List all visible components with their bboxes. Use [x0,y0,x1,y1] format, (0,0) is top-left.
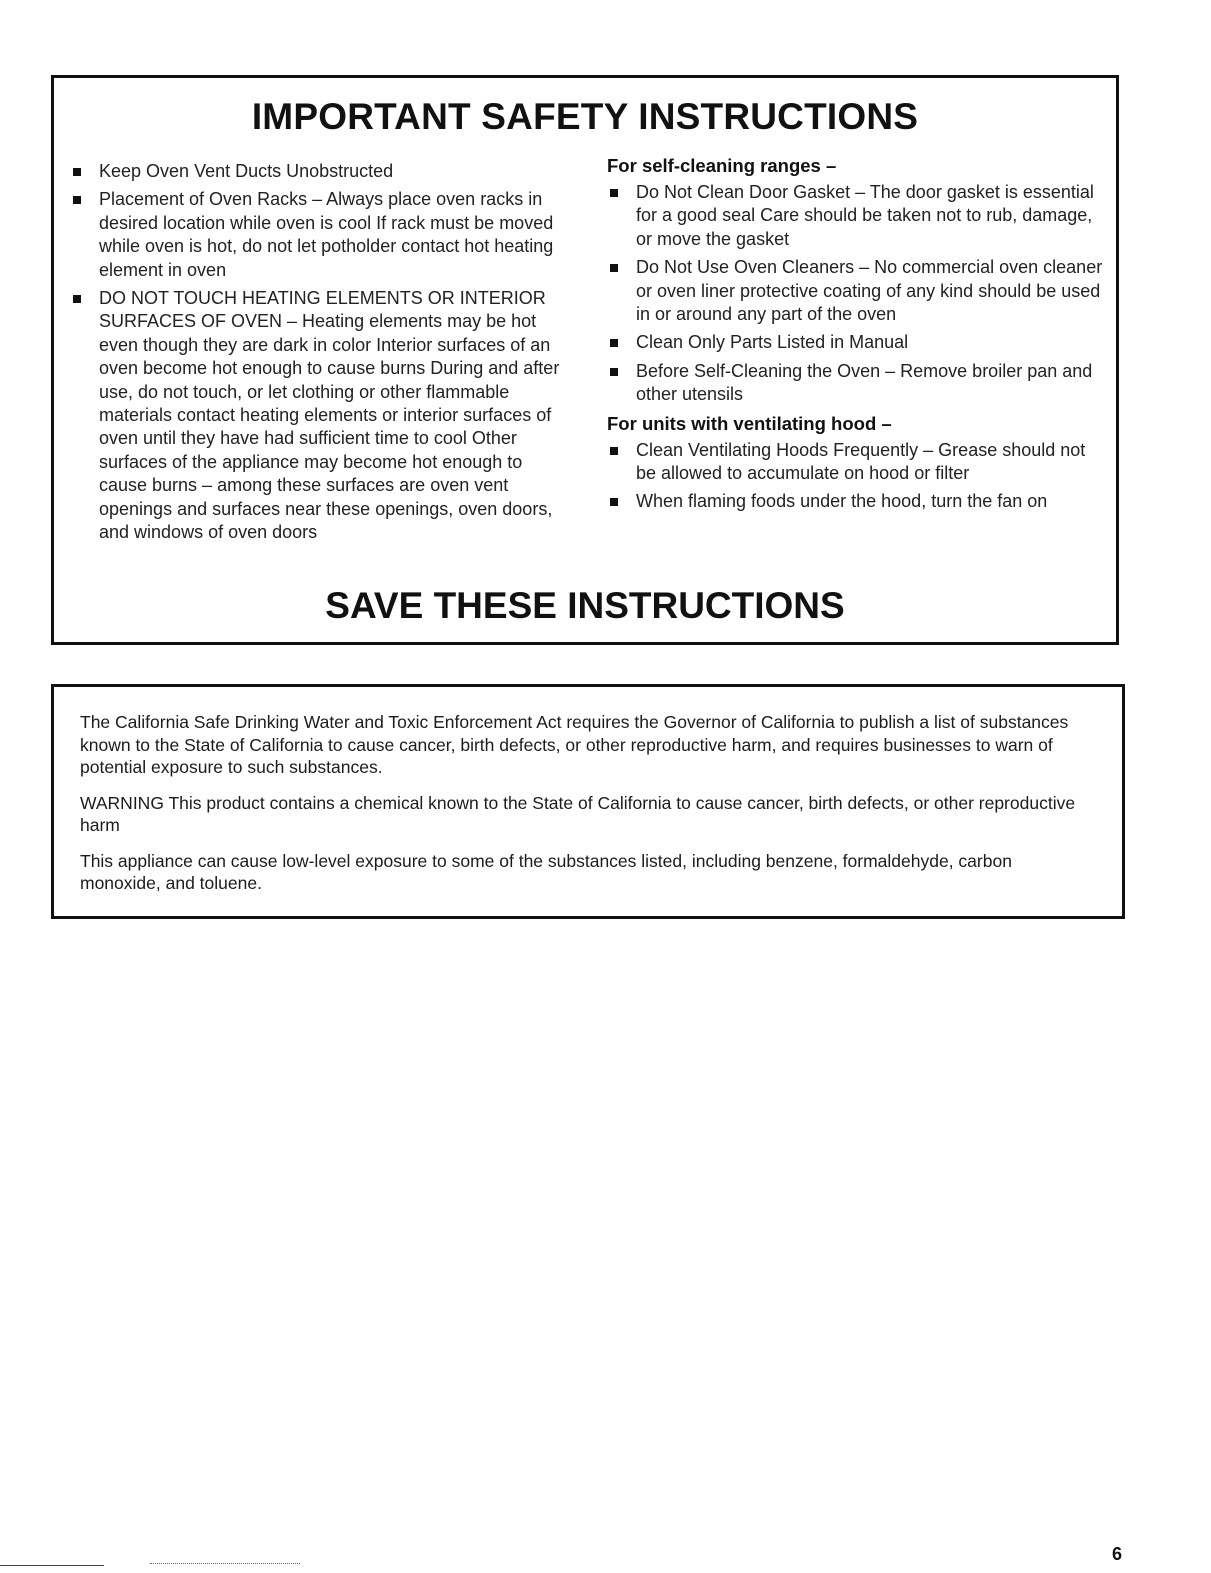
square-bullet-icon [610,264,618,272]
left-bullet-list [62,160,572,545]
hood-heading: For units with ventilating hood – [607,412,892,434]
square-bullet-icon [610,498,618,506]
safety-instructions-box [51,75,1119,645]
square-bullet-icon [610,339,618,347]
california-paragraph-2: WARNING This product contains a chemical known to the State of California to cause cancer, birth defects, or other reproductive harm [80,792,1076,835]
list-item: Do Not Use Oven Cleaners – No commercial oven cleaner or oven liner protective coating of any kind should be used in or around any part of the oven [599,256,1104,326]
list-item: DO NOT TOUCH HEATING ELEMENTS OR INTERIOR SURFACES OF OVEN – Heating elements may be hot even though they are dark in color Interior surfaces of an oven become hot enough to cause burns During and after use, do not touch, or let clothing or other flammable materials contact heating elements or interior surfaces of oven until they have had sufficient time to cool Other surfaces of the appliance may become hot enough to cause burns – among these surfaces are oven vent openings and surfaces near these openings, oven doors, and windows of oven doors [62,287,572,544]
list-item: Do Not Clean Door Gasket – The door gasket is essential for a good seal Care should be taken not to rub, damage, or move the gasket [599,181,1104,251]
california-paragraph-3: This appliance can cause low-level exposure to some of the substances listed, including benzene, formaldehyde, carbon monoxide, and toluene. [80,850,1012,893]
list-item: When flaming foods under the hood, turn the fan on [599,490,1104,513]
hood-list [599,439,1104,514]
save-instructions-title: SAVE THESE INSTRUCTIONS [325,585,845,626]
right-column [599,154,1104,519]
square-bullet-icon [610,368,618,376]
left-column [62,160,572,550]
square-bullet-icon [73,196,81,204]
list-item: Placement of Oven Racks – Always place oven racks in desired location while oven is cool If rack must be moved while oven is hot, do not let potholder contact hot heating element in oven [62,188,572,282]
square-bullet-icon [610,189,618,197]
california-paragraph-1: The California Safe Drinking Water and Toxic Enforcement Act requires the Governor of California to publish a list of substances known to the State of California to cause cancer, birth defects, or other reproductive harm, and requires businesses to warn of potential exposure to such substances. [80,712,1069,777]
list-item: Clean Ventilating Hoods Frequently – Grease should not be allowed to accumulate on hood or filter [599,439,1104,486]
list-item: Before Self-Cleaning the Oven – Remove broiler pan and other utensils [599,360,1104,407]
self-cleaning-heading: For self-cleaning ranges – [607,155,837,176]
square-bullet-icon [73,168,81,176]
list-item: Keep Oven Vent Ducts Unobstructed [62,160,572,183]
footer-mark [150,1563,300,1566]
square-bullet-icon [73,295,81,303]
safety-title: IMPORTANT SAFETY INSTRUCTIONS [251,96,919,137]
self-cleaning-list [599,181,1104,407]
california-warning-box [51,684,1125,919]
footer-rule [0,1565,104,1566]
square-bullet-icon [610,447,618,455]
page-number: 6 [1112,1544,1123,1564]
list-item: Clean Only Parts Listed in Manual [599,331,1104,354]
